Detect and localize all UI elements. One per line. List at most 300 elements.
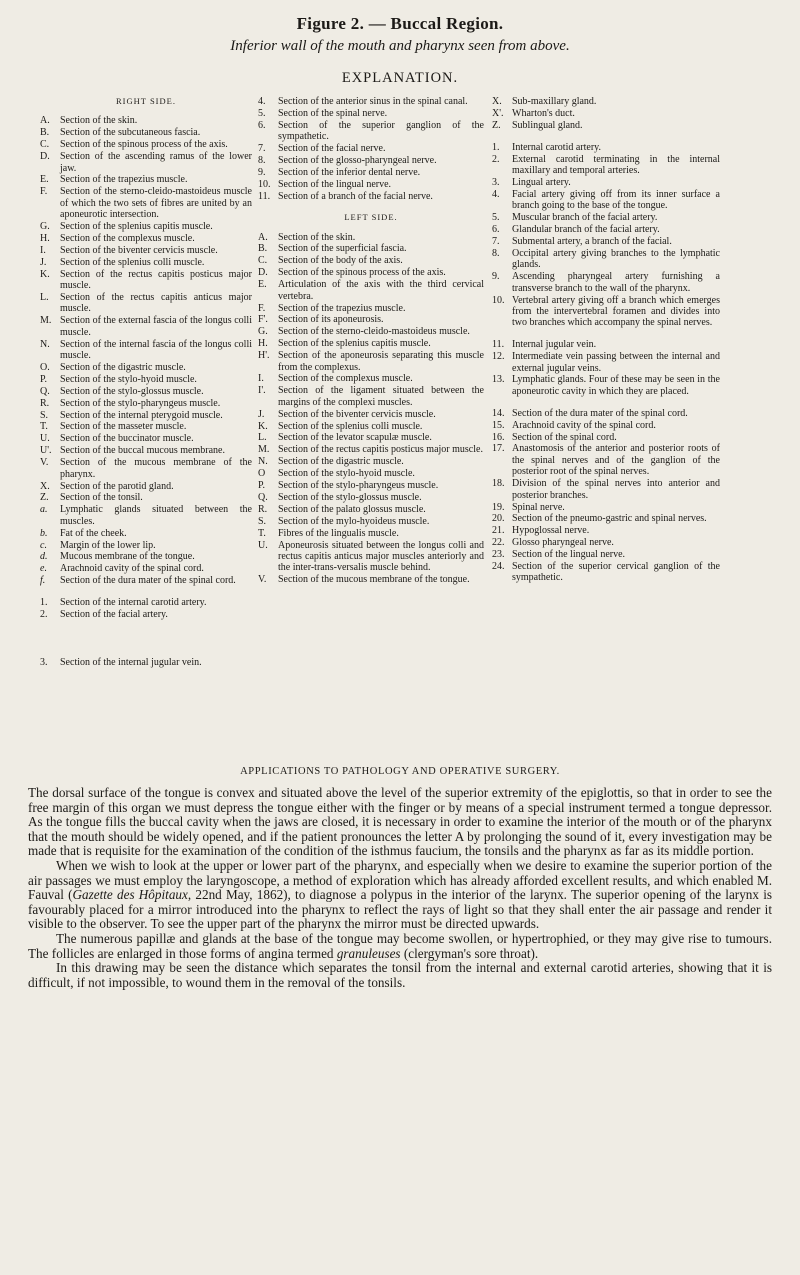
- legend-item: [258, 279, 484, 302]
- paragraph-text: (clergyman's sore throat).: [400, 945, 539, 961]
- spacer: [492, 132, 720, 142]
- legend-key: 18.: [492, 478, 505, 490]
- legend-key: S.: [258, 515, 267, 527]
- legend-key: 11.: [492, 339, 505, 351]
- legend-text: Section of its aponeurosis.: [278, 314, 384, 326]
- legend-item: [258, 456, 484, 467]
- legend-item: [258, 574, 484, 585]
- legend-text: Glosso pharyngeal nerve.: [512, 537, 614, 549]
- legend-text: Occipital artery giving branches to the lymphatic glands.: [512, 247, 720, 271]
- legend-text: Ascending pharyngeal artery furnishing a transverse branch to the wall of the pharynx.: [512, 271, 720, 294]
- spacer: [40, 587, 252, 597]
- legend-item: [258, 540, 484, 574]
- legend-key: Z.: [492, 119, 501, 131]
- legend-text: Section of the aponeurosis separating this muscle from the complexus.: [278, 350, 484, 373]
- legend-item: [40, 398, 252, 409]
- journal-title: Gazette des Hôpitaux: [72, 887, 188, 903]
- legend-text: Section of the stylo-hyoid muscle.: [278, 468, 415, 480]
- legend-text: Lymphatic glands situated between the muscles.: [60, 504, 252, 527]
- legend-item: [40, 362, 252, 373]
- legend-text: Section of the buccinator muscle.: [60, 433, 194, 445]
- legend-item: [40, 563, 252, 574]
- legend-item: [492, 478, 720, 501]
- legend-text: Lymphatic glands. Four of these may be seen in the aponeurotic cavity in which they are placed.: [512, 374, 720, 397]
- legend-item: [40, 609, 252, 620]
- legend-key: 13.: [492, 374, 505, 386]
- legend-key: 21.: [492, 525, 505, 537]
- legend-key: 8.: [492, 247, 500, 259]
- legend-text: Anastomosis of the anterior and posterior roots of the spinal nerves and of the ganglion of the posterior root of the spinal nerves.: [512, 443, 720, 478]
- legend-text: Section of the complexus muscle.: [278, 373, 413, 385]
- legend-key: P.: [258, 480, 265, 492]
- paragraph: The dorsal surface of the tongue is convex and situated above the level of the superior extremity of the epiglottis, so that in order to see the free margin of this organ we must depress the tongue either with the finger or by means of a special instrument termed a tongue depressor. As the tongue fills the buccal cavity when the jaws are closed, it is necessary in order to examine the interior of the mouth or of the pharynx that the mouth should be widely opened, and if the patient pronounces the letter A by prolonging the sound of it, every investigation may be made that is requisite for the examination of the condition of the isthmus faucium, the tonsils and the pharynx as far as its middle portion.: [28, 785, 772, 859]
- legend-item: [40, 374, 252, 385]
- legend-item: [40, 221, 252, 232]
- legend-key: b.: [40, 527, 48, 539]
- legend-item: [492, 271, 720, 294]
- legend-text: Sub-maxillary gland.: [512, 96, 597, 107]
- legend-text: External carotid terminating in the internal maxillary and temporal arteries.: [512, 153, 720, 177]
- legend-text: Facial artery giving off from its inner surface a branch going to the base of the tongue.: [512, 188, 720, 212]
- legend-item: [258, 528, 484, 539]
- legend-key: A.: [258, 231, 268, 243]
- legend-item: [40, 597, 252, 608]
- legend-item: [258, 421, 484, 432]
- legend-key: B.: [258, 243, 268, 255]
- legend-text: Section of the buccal mucous membrane.: [60, 445, 225, 457]
- legend-key: X'.: [492, 107, 504, 119]
- legend-key: N.: [258, 456, 268, 468]
- legend-text: Articulation of the axis with the third cervical vertebra.: [278, 279, 484, 302]
- legend-text: Section of the rectus capitis posticus major muscle.: [60, 268, 252, 292]
- right-side-numbered-list: [40, 597, 252, 620]
- legend-item: [40, 551, 252, 562]
- left-side-heading: LEFT SIDE.: [344, 212, 398, 223]
- legend-item: [492, 154, 720, 177]
- legend-text: Section of the complexus muscle.: [60, 232, 195, 244]
- legend-text: Internal carotid artery.: [512, 141, 602, 153]
- legend-key: M.: [258, 444, 270, 456]
- legend-text: Section of the mylo-hyoideus muscle.: [278, 515, 430, 527]
- legend-text: Section of a branch of the facial nerve.: [278, 190, 433, 202]
- legend-item: [40, 233, 252, 244]
- legend-key: O.: [40, 361, 50, 373]
- legend-text: Section of the skin.: [278, 231, 356, 243]
- legend-text: Division of the spinal nerves into anterior and posterior branches.: [512, 478, 720, 501]
- legend-key: N.: [40, 338, 50, 350]
- legend-key: C.: [40, 139, 50, 151]
- legend-key: 15.: [492, 419, 505, 431]
- legend-item: [492, 189, 720, 212]
- legend-item: [40, 540, 252, 551]
- legend-key: d.: [40, 551, 48, 563]
- legend-item: [258, 504, 484, 515]
- legend-text: Submental artery, a branch of the facial.: [512, 235, 672, 247]
- legend-text: Section of the dura mater of the spinal cord.: [512, 407, 688, 419]
- legend-text: Section of the pneumo-gastric and spinal nerves.: [512, 513, 707, 525]
- legend-key: 6.: [258, 119, 266, 131]
- legend-item: [258, 191, 484, 202]
- legend-text: Internal jugular vein.: [512, 339, 597, 351]
- legend-text: Section of the ascending ramus of the lower jaw.: [60, 151, 252, 174]
- legend-key: 2.: [492, 153, 500, 165]
- figure-subtitle: Inferior wall of the mouth and pharynx seen from above.: [230, 38, 570, 54]
- legend-key: 24.: [492, 561, 505, 573]
- legend-item: [40, 269, 252, 292]
- legend-key: R.: [40, 397, 50, 409]
- legend-text: Section of the stylo-glossus muscle.: [60, 385, 204, 397]
- legend-item: [492, 432, 720, 443]
- legend-text: Section of the sterno-cleido-mastoideus muscle.: [278, 326, 470, 338]
- legend-key: 9.: [258, 166, 266, 178]
- legend-key: e.: [40, 563, 47, 575]
- legend-key: I.: [40, 244, 46, 256]
- legend-text: Section of the stylo-glossus muscle.: [278, 492, 422, 503]
- legend-text: Section of the skin.: [60, 115, 138, 127]
- paragraph: In this drawing may be seen the distance which separates the tonsil from the internal and external carotid arteries, showing that it is difficult, if not impossible, to wound them in the removal of the tonsils.: [28, 960, 772, 990]
- legend-text: Sublingual gland.: [512, 119, 583, 131]
- legend-text: Section of the mucous membrane of the pharynx.: [60, 457, 252, 480]
- legend-text: Section of the inferior dental nerve.: [278, 166, 421, 178]
- legend-text: Wharton's duct.: [512, 107, 575, 119]
- legend-text: Section of the digastric muscle.: [278, 456, 404, 468]
- legend-key: T.: [40, 421, 48, 433]
- legend-item: [40, 386, 252, 397]
- legend-key: C.: [258, 255, 268, 267]
- legend-item: [258, 155, 484, 166]
- legend-item: [258, 243, 484, 254]
- legend-item: [492, 513, 720, 524]
- legend-item: [40, 433, 252, 444]
- paragraph-text: The numerous papillæ and glands at the base of the tongue may become swollen, or hypertrophied, or they may give rise to tumours. The follicles are enlarged in those forms of angina termed: [28, 930, 772, 961]
- legend-item: [258, 314, 484, 325]
- legend-key: 3.: [492, 176, 500, 188]
- legend-text: Glandular branch of the facial artery.: [512, 224, 660, 236]
- legend-key: X.: [40, 480, 50, 492]
- legend-key: T.: [258, 527, 266, 539]
- legend-item: [258, 120, 484, 143]
- spacer: [40, 621, 252, 657]
- legend-key: 9.: [492, 271, 500, 283]
- legend-text: Spinal nerve.: [512, 501, 565, 513]
- legend-key: G.: [40, 221, 50, 233]
- legend-text: Section of the superficial fascia.: [278, 243, 407, 255]
- legend-key: 10.: [258, 178, 271, 190]
- legend-key: U.: [258, 539, 268, 551]
- legend-item: [40, 492, 252, 503]
- nerves-list: [492, 408, 720, 584]
- legend-item: [258, 492, 484, 503]
- legend-item: [492, 420, 720, 431]
- legend-item: [258, 338, 484, 349]
- legend-key: I'.: [258, 385, 266, 397]
- legend-text: Section of the rectus capitis posticus major muscle.: [278, 444, 483, 456]
- legend-item: [40, 139, 252, 150]
- paragraph-text: , 22nd May, 1862), to diagnose a polypus in the interior of the larynx. The superior opening of the larynx is favourably placed for a mirror introduced into the pharynx to reflect the rays of light so that they shall enter the air passage and render it visible to the observer. To see the upper part of the pharynx the mirror must be directed upwards.: [28, 887, 772, 932]
- legend-key: 20.: [492, 513, 505, 525]
- legend-key: H.: [40, 232, 50, 244]
- legend-text: Section of the rectus capitis anticus major muscle.: [60, 292, 252, 315]
- figure-title: Figure 2. — Buccal Region.: [296, 14, 504, 33]
- legend-key: H.: [258, 338, 268, 350]
- legend-text: Fibres of the lingualis muscle.: [278, 527, 399, 539]
- legend-item: [40, 115, 252, 126]
- legend-item: [492, 248, 720, 271]
- legend-item: [40, 174, 252, 185]
- right-side-list: [40, 115, 252, 586]
- legend-item: [258, 303, 484, 314]
- legend-text: Arachnoid cavity of the spinal cord.: [512, 419, 656, 431]
- legend-key: 1.: [492, 141, 500, 153]
- legend-item: [40, 421, 252, 432]
- legend-key: G.: [258, 326, 268, 338]
- legend-key: 5.: [258, 107, 266, 119]
- legend-key: P.: [40, 373, 47, 385]
- legend-key: J.: [258, 408, 265, 420]
- legend-key: K.: [258, 420, 268, 432]
- legend-text: Section of the digastric muscle.: [60, 361, 186, 373]
- legend-key: V.: [40, 457, 49, 469]
- legend-text: Section of the lingual nerve.: [278, 178, 392, 190]
- legend-key: c.: [40, 539, 47, 551]
- legend-item: [258, 255, 484, 266]
- legend-key: 2.: [40, 609, 48, 621]
- legend-text: Section of the body of the axis.: [278, 255, 403, 267]
- legend-key: 10.: [492, 294, 505, 306]
- legend-key: 4.: [258, 96, 266, 107]
- legend-key: 19.: [492, 501, 505, 513]
- legend-item: [492, 561, 720, 584]
- legend-text: Section of the levator scapulæ muscle.: [278, 432, 432, 444]
- legend-text: Lingual artery.: [512, 176, 571, 188]
- legend-text: Section of the splenius colli muscle.: [60, 256, 205, 268]
- applications-heading: APPLICATIONS TO PATHOLOGY AND OPERATIVE SURGERY.: [240, 766, 560, 777]
- legend-key: O: [258, 468, 266, 480]
- legend-text: Section of the palato glossus muscle.: [278, 503, 426, 515]
- legend-text: Section of the splenius colli muscle.: [278, 420, 423, 432]
- legend-key: E.: [40, 174, 49, 186]
- legend-item: [40, 410, 252, 421]
- legend-item: [258, 373, 484, 384]
- explanation-heading: EXPLANATION.: [341, 70, 459, 86]
- legend-item: [492, 96, 720, 107]
- legend-text: Section of the anterior sinus in the spinal canal.: [278, 96, 468, 107]
- third-column: [492, 96, 720, 584]
- legend-item: [40, 457, 252, 480]
- right-side-heading: RIGHT SIDE.: [116, 96, 176, 106]
- legend-item: [492, 224, 720, 235]
- legend-item: [492, 525, 720, 536]
- legend-item: [40, 445, 252, 456]
- legend-key: 17.: [492, 443, 505, 455]
- legend-key: Z.: [40, 492, 49, 504]
- legend-key: S.: [40, 409, 49, 421]
- legend-text: Section of the ligament situated between the margins of the complexi muscles.: [278, 385, 484, 408]
- legend-text: Section of the facial artery.: [60, 609, 168, 621]
- legend-text: Section of the lingual nerve.: [512, 549, 626, 561]
- legend-item: [492, 212, 720, 223]
- legend-item: [258, 468, 484, 479]
- legend-text: Section of the superior ganglion of the sympathetic.: [278, 119, 484, 143]
- legend-text: Hypoglossal nerve.: [512, 525, 590, 537]
- legend-item: [492, 142, 720, 153]
- legend-text: Section of the biventer cervicis muscle.: [60, 244, 218, 256]
- legend-text: Section of the internal carotid artery.: [60, 597, 207, 609]
- legend-item: [40, 504, 252, 527]
- legend-key: J.: [40, 256, 47, 268]
- legend-text: Section of the subcutaneous fascia.: [60, 127, 201, 139]
- legend-text: Section of the splenius capitis muscle.: [278, 338, 431, 350]
- legend-key: 8.: [258, 155, 266, 167]
- legend-item: [492, 236, 720, 247]
- legend-text: Vertebral artery giving off a branch which emerges from the intervertebral foramen and divides into two branches which accompany the spinal nerves.: [512, 294, 720, 329]
- legend-text: Section of the dura mater of the spinal cord.: [60, 575, 236, 587]
- legend-text: Section of the external fascia of the longus colli muscle.: [60, 315, 252, 338]
- legend-item: [258, 179, 484, 190]
- legend-text: Section of the masseter muscle.: [60, 421, 187, 433]
- legend-key: V.: [258, 574, 267, 586]
- legend-key: L.: [40, 292, 49, 303]
- legend-item: [40, 657, 252, 668]
- legend-item: [492, 502, 720, 513]
- legend-text: Muscular branch of the facial artery.: [512, 212, 658, 224]
- spacer: [492, 398, 720, 408]
- legend-item: [40, 257, 252, 268]
- legend-text: Section of the glosso-pharyngeal nerve.: [278, 155, 437, 167]
- veins-list: [492, 339, 720, 397]
- legend-key: 12.: [492, 351, 505, 363]
- legend-key: H'.: [258, 350, 270, 362]
- legend-item: [492, 295, 720, 329]
- legend-key: U'.: [40, 445, 52, 457]
- legend-key: D.: [258, 267, 268, 279]
- legend-key: E.: [258, 279, 267, 291]
- legend-text: Section of the spinous process of the axis.: [278, 267, 446, 279]
- legend-key: 11.: [258, 190, 271, 202]
- paragraph-text: When we wish to look at the upper or lower part of the pharynx, and especially when we desire to examine the superior portion of the air passages we must employ the laryngoscope, a method of exploration which has already afforded excellent results, and which enabled M. Fauval (: [28, 857, 772, 903]
- legend-key: F.: [258, 302, 266, 314]
- legend-text: Section of the parotid gland.: [60, 480, 174, 492]
- legend-key: I.: [258, 373, 264, 385]
- legend-text: Section of the biventer cervicis muscle.: [278, 408, 436, 420]
- legend-item: [258, 385, 484, 408]
- legend-text: Aponeurosis situated between the longus colli and rectus capitis anticus major muscles anteriorly and the inter-trans-versalis muscle behind.: [278, 539, 484, 574]
- legend-item: [258, 516, 484, 527]
- legend-item: [492, 549, 720, 560]
- legend-key: 23.: [492, 549, 505, 561]
- legend-item: [492, 351, 720, 374]
- legend-text: Mucous membrane of the tongue.: [60, 551, 195, 563]
- glands-list: [492, 96, 720, 131]
- legend-item: [258, 232, 484, 243]
- legend-item: [492, 177, 720, 188]
- spacer: [492, 329, 720, 339]
- legend-key: 16.: [492, 431, 505, 443]
- legend-item: [258, 409, 484, 420]
- legend-item: [40, 292, 252, 315]
- legend-text: Section of the splenius capitis muscle.: [60, 221, 213, 233]
- legend-item: [258, 326, 484, 337]
- legend-text: Section of the stylo-pharyngeus muscle.: [60, 397, 221, 409]
- legend-item: [258, 143, 484, 154]
- legend-item: [40, 245, 252, 256]
- legend-key: 5.: [492, 212, 500, 224]
- legend-item: [492, 339, 720, 350]
- legend-item: [492, 537, 720, 548]
- legend-key: 1.: [40, 597, 48, 609]
- legend-text: Section of the mucous membrane of the tongue.: [278, 574, 470, 586]
- legend-item: [40, 127, 252, 138]
- legend-key: 6.: [492, 224, 500, 236]
- legend-text: Arachnoid cavity of the spinal cord.: [60, 563, 204, 575]
- legend-text: Section of the superior cervical ganglion of the sympathetic.: [512, 561, 720, 584]
- legend-key: 3.: [40, 656, 48, 668]
- legend-item: [40, 151, 252, 174]
- legend-item: [492, 443, 720, 477]
- legend-text: Section of the internal fascia of the longus colli muscle.: [60, 338, 252, 362]
- legend-text: Section of the spinous process of the axis.: [60, 139, 228, 151]
- legend-item: [40, 186, 252, 220]
- legend-item: [492, 374, 720, 397]
- legend-item: [258, 444, 484, 455]
- paragraph: [28, 932, 772, 961]
- legend-text: Fat of the cheek.: [60, 527, 127, 539]
- legend-key: 7.: [258, 143, 266, 155]
- legend-text: Section of the stylo-pharyngeus muscle.: [278, 480, 439, 492]
- left-side-list: [258, 232, 484, 586]
- legend-item: [492, 108, 720, 119]
- middle-numbered-list: [258, 96, 484, 202]
- legend-item: [258, 350, 484, 373]
- legend-item: [40, 575, 252, 586]
- legend-key: a.: [40, 504, 48, 516]
- applications-body: [28, 786, 772, 990]
- legend-key: R.: [258, 503, 268, 515]
- legend-key: B.: [40, 127, 50, 139]
- legend-key: F'.: [258, 314, 268, 326]
- legend-text: Section of the sterno-cleido-mastoideus muscle of which the two sets of fibres are united by an aponeurotic intersection.: [60, 186, 252, 221]
- right-side-numbered-list: [40, 657, 252, 668]
- legend-key: L.: [258, 432, 267, 444]
- arteries-list: [492, 142, 720, 329]
- legend-key: Q.: [258, 492, 268, 503]
- legend-text: Section of the tonsil.: [60, 492, 143, 504]
- legend-text: Section of the internal jugular vein.: [60, 656, 202, 668]
- legend-key: F.: [40, 186, 48, 198]
- legend-item: [492, 120, 720, 131]
- legend-item: [258, 267, 484, 278]
- italic-term: granuleuses: [336, 945, 401, 961]
- legend-key: 14.: [492, 407, 505, 419]
- legend-text: Section of the stylo-hyoid muscle.: [60, 373, 197, 385]
- paragraph: [28, 859, 772, 932]
- legend-key: U.: [40, 433, 50, 445]
- legend-key: M.: [40, 315, 52, 327]
- legend-item: [258, 96, 484, 107]
- legend-key: f.: [40, 575, 46, 587]
- legend-text: Section of the spinal cord.: [512, 431, 617, 443]
- legend-item: [40, 481, 252, 492]
- legend-key: Q.: [40, 385, 50, 397]
- legend-item: [258, 167, 484, 178]
- legend-text: Section of the spinal nerve.: [278, 107, 388, 119]
- legend-key: D.: [40, 151, 50, 163]
- legend-key: K.: [40, 268, 50, 280]
- legend-text: Section of the internal pterygoid muscle.: [60, 409, 223, 421]
- legend-text: Section of the trapezius muscle.: [278, 302, 406, 314]
- legend-item: [40, 315, 252, 338]
- legend-key: 4.: [492, 188, 500, 200]
